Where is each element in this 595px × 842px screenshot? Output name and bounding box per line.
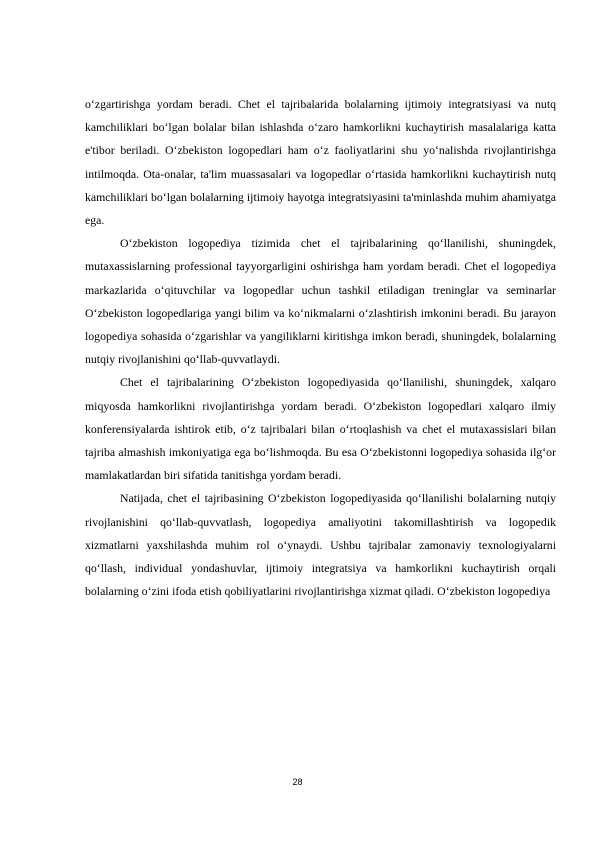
page-number: 28 bbox=[292, 777, 303, 787]
paragraph: Natijada, chet el tajribasining O‘zbekiston logopediyasida qo‘llanilishi bolalarning nutqiy rivojlanishini qo‘llab-quvvatlash, logopediya amaliyotini takomillashtirish va logopedik xizmatlarni yaxshilashda muhim rol o‘ynaydi. Ushbu tajribalar zamonaviy texnologiyalarni qo‘llash, individual yondashuvlar, ijtimoiy integratsiya va hamkorlikni kuchaytirish orqali bolalarning o‘zini ifoda etish qobiliyatlarini rivojlantirishga xizmat qiladi. O‘zbekiston logopediya bbox=[85, 491, 556, 599]
document-body bbox=[85, 93, 556, 603]
paragraph-continued: o‘zgartirishga yordam beradi. Chet el tajribalarida bolalarning ijtimoiy integratsiyasi va nutq kamchiliklari bo‘lgan bolalar bilan ishlashda o‘zaro hamkorlikni kuchaytirish masalalariga katta e'tibor beriladi. O‘zbekiston logopedlari ham o‘z faoliyatlarini shu yo‘nalishda rivojlantirishga intilmoqda. Ota-onalar, ta'lim muassasalari va logopedlar o‘rtasida hamkorlikni kuchaytirish nutq kamchiliklari bo‘lgan bolalarning ijtimoiy hayotga integratsiyasini ta'minlashda muhim ahamiyatga ega. bbox=[85, 97, 556, 228]
paragraph: Chet el tajribalarining O‘zbekiston logopediyasida qo‘llanilishi, shuningdek, xalqaro miqyosda hamkorlikni rivojlantirishga yordam beradi. O‘zbekiston logopedlari xalqaro ilmiy konferensiyalarda ishtirok etib, o‘z tajribalari bilan o‘rtoqlashish va chet el mutaxassislari bilan tajriba almashish imkoniyatiga ega bo‘lishmoqda. Bu esa O‘zbekistonni logopediya sohasida ilg‘or mamlakatlardan biri sifatida tanitishga yordam beradi. bbox=[85, 375, 556, 483]
paragraph: O‘zbekiston logopediya tizimida chet el tajribalarining qo‘llanilishi, shuningdek, mutaxassislarning professional tayyorgarligini oshirishga ham yordam beradi. Chet el logopediya markazlarida o‘qituvchilar va logopedlar uchun tashkil etiladigan treninglar va seminarlar O‘zbekiston logopedlariga yangi bilim va ko‘nikmalarni o‘zlashtirish imkonini beradi. Bu jarayon logopediya sohasida o‘zgarishlar va yangiliklarni kiritishga imkon beradi, shuningdek, bolalarning nutqiy rivojlanishini qo‘llab-quvvatlaydi. bbox=[85, 236, 556, 367]
